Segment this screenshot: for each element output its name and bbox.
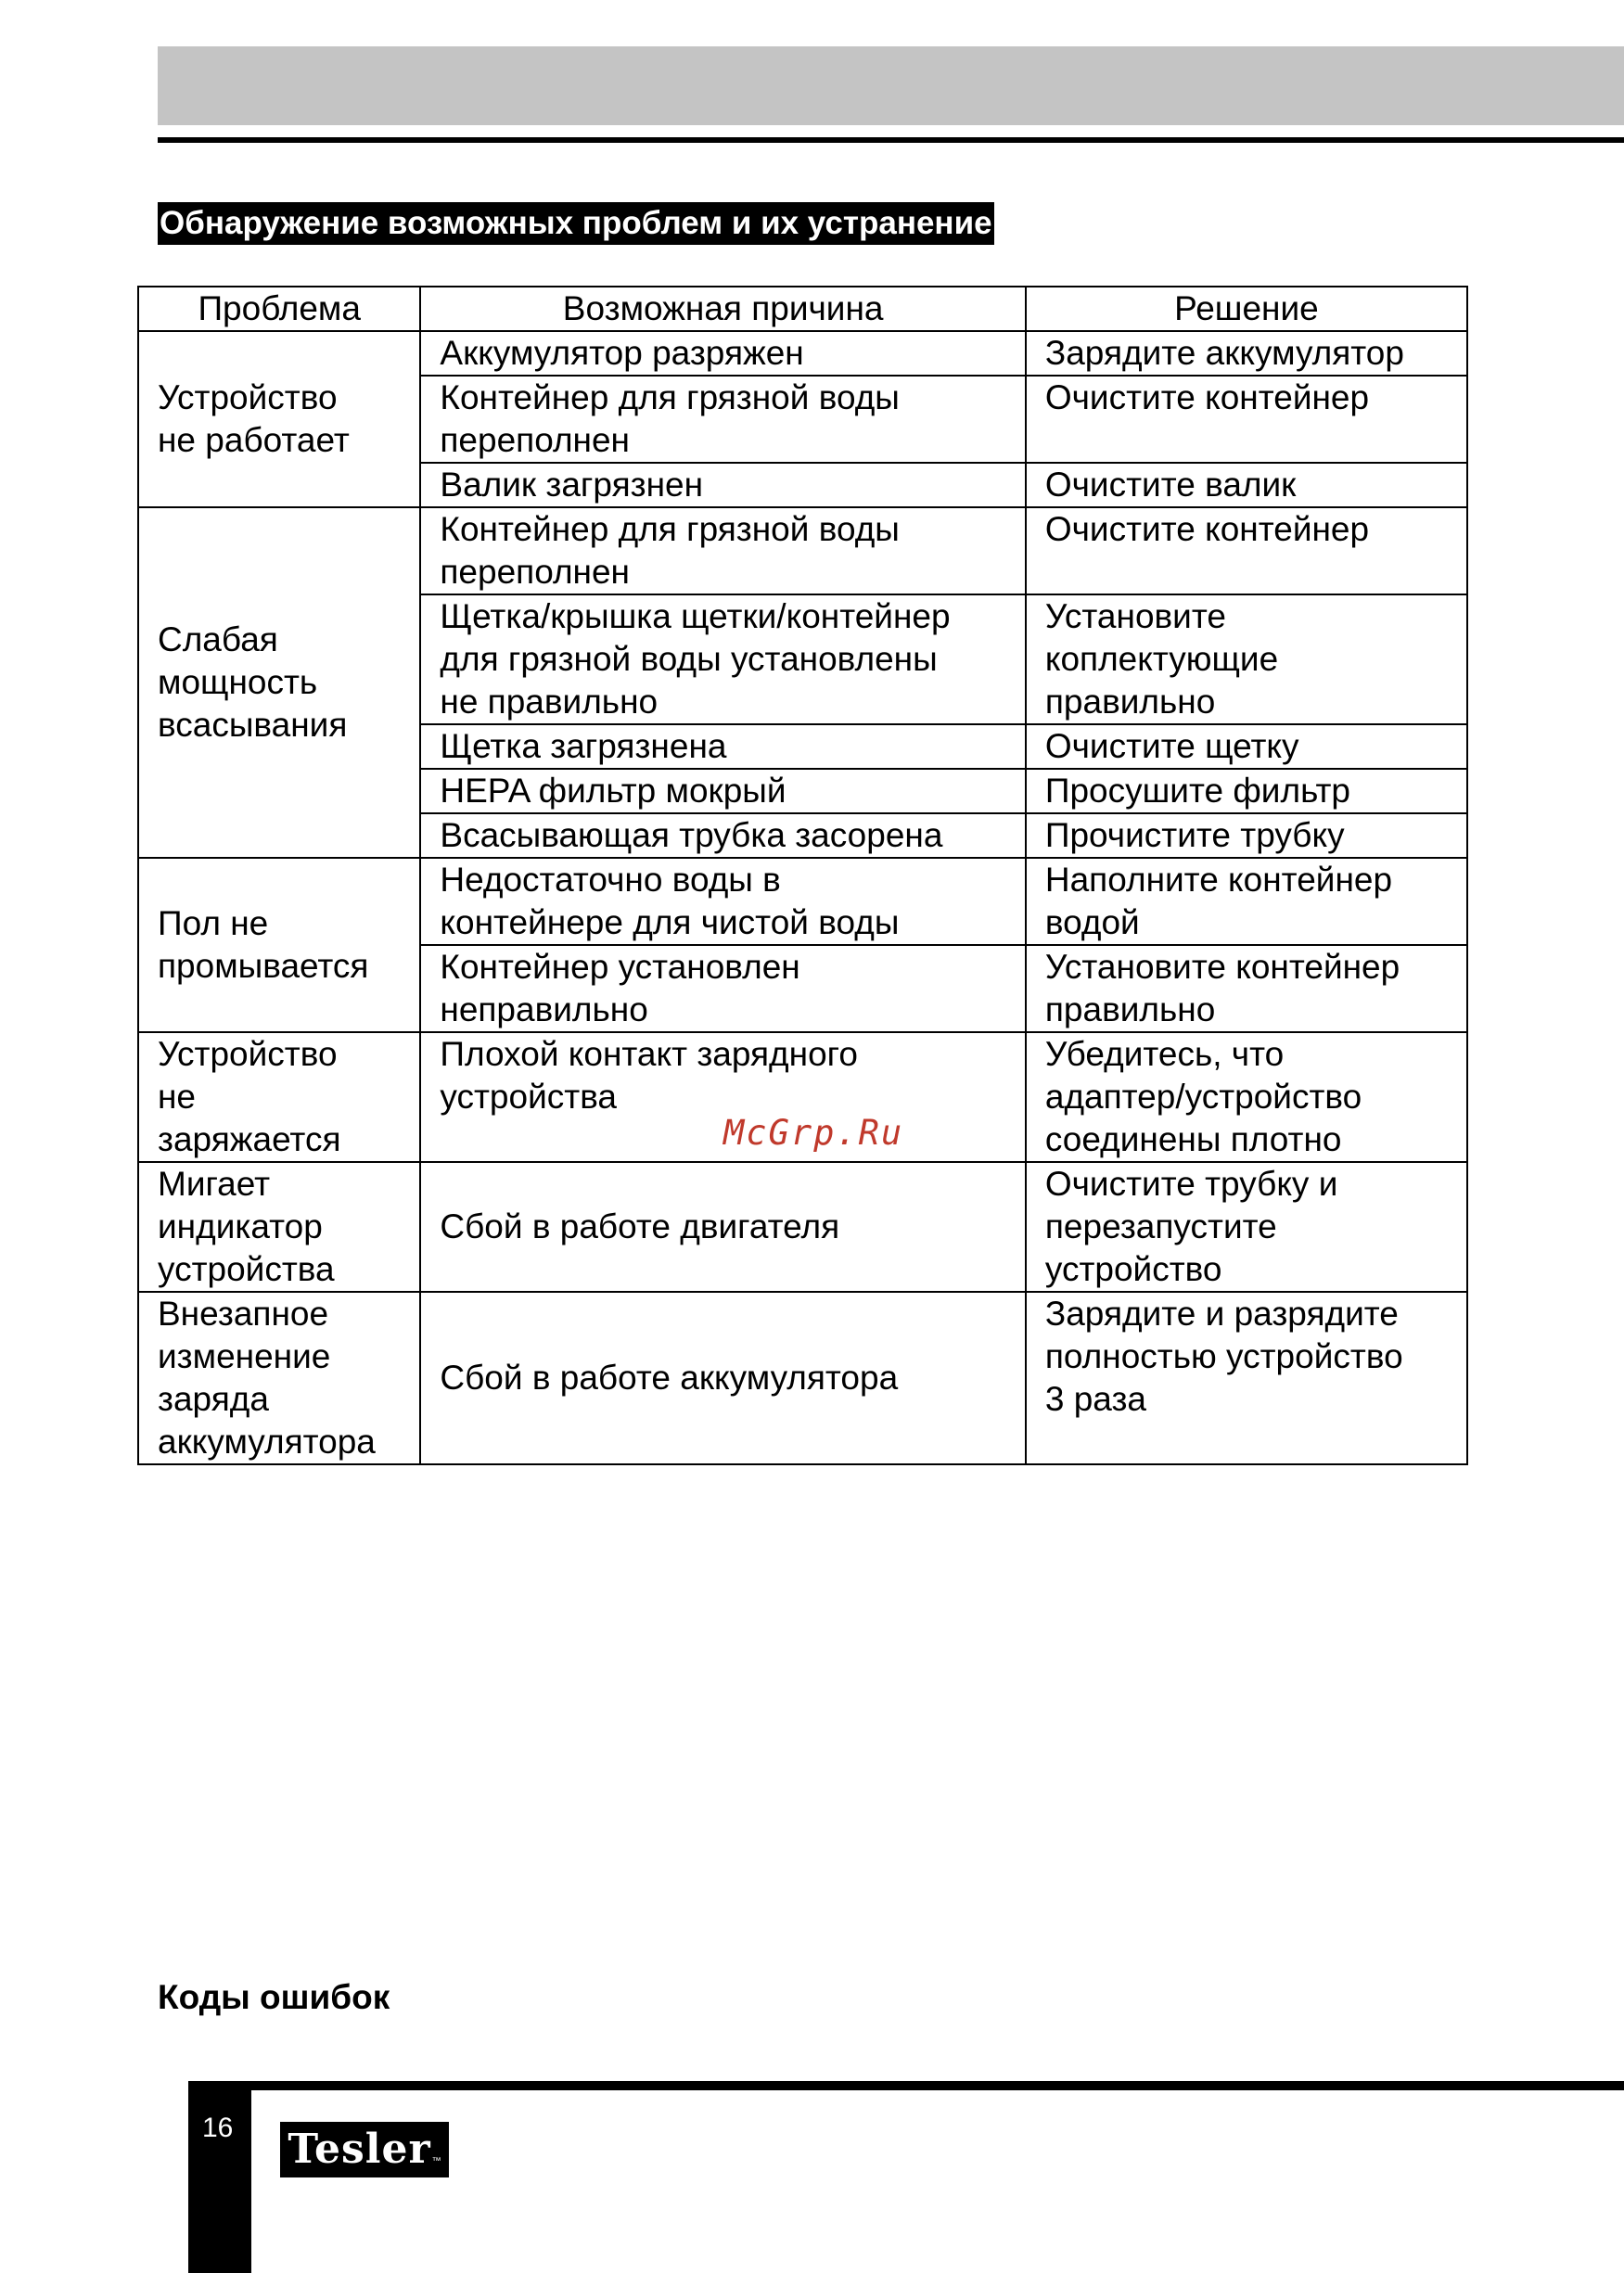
table-row — [138, 331, 1467, 376]
troubleshooting-table — [137, 286, 1468, 1465]
solution-cell: Прочистите трубку — [1026, 813, 1467, 858]
page-number: 16 — [202, 2113, 234, 2143]
header-cause: Возможная причина — [420, 287, 1025, 331]
footer-rule — [188, 2081, 1624, 2090]
header-problem: Проблема — [138, 287, 420, 331]
solution-cell: Очистите трубку и перезапустите устройство — [1026, 1162, 1467, 1292]
watermark: McGrp.Ru — [723, 1113, 904, 1153]
logo-trademark: ™ — [431, 2156, 441, 2166]
problem-cell: Устройство не заряжается — [138, 1032, 420, 1162]
cause-cell: Сбой в работе аккумулятора — [420, 1292, 1025, 1464]
cause-cell: Валик загрязнен — [420, 463, 1025, 507]
cause-cell: Недостаточно воды в контейнере для чистой воды — [420, 858, 1025, 945]
solution-cell: Очистите контейнер — [1026, 376, 1467, 463]
cause-cell: Всасывающая трубка засорена — [420, 813, 1025, 858]
solution-cell: Зарядите аккумулятор — [1026, 331, 1467, 376]
cause-cell: Контейнер для грязной воды переполнен — [420, 376, 1025, 463]
cause-cell: Контейнер установлен неправильно — [420, 945, 1025, 1032]
tesler-logo — [280, 2122, 449, 2177]
cause-cell: Аккумулятор разряжен — [420, 331, 1025, 376]
solution-cell: Зарядите и разрядите полностью устройство 3 раза — [1026, 1292, 1467, 1464]
solution-cell: Наполните контейнер водой — [1026, 858, 1467, 945]
cause-cell: Сбой в работе двигателя — [420, 1162, 1025, 1292]
cause-cell: Щетка загрязнена — [420, 724, 1025, 769]
problem-cell: Устройство не работает — [138, 331, 420, 507]
solution-cell: Установите контейнер правильно — [1026, 945, 1467, 1032]
cause-cell: Контейнер для грязной воды переполнен — [420, 507, 1025, 594]
header-bar — [158, 46, 1624, 125]
logo-text: Tesler — [288, 2126, 431, 2173]
table-row — [138, 507, 1467, 594]
cause-cell: HEPA фильтр мокрый — [420, 769, 1025, 813]
solution-cell: Очистите контейнер — [1026, 507, 1467, 594]
cause-cell: Щетка/крышка щетки/контейнер для грязной воды установлены не правильно — [420, 594, 1025, 724]
section-title: Обнаружение возможных проблем и их устранение — [158, 202, 994, 245]
solution-cell: Просушите фильтр — [1026, 769, 1467, 813]
problem-cell: Внезапное изменение заряда аккумулятора — [138, 1292, 420, 1464]
table-row — [138, 1162, 1467, 1292]
cause-cell: Плохой контакт зарядного устройства — [420, 1032, 1025, 1162]
solution-cell: Убедитесь, что адаптер/устройство соединены плотно — [1026, 1032, 1467, 1162]
problem-cell: Мигает индикатор устройства — [138, 1162, 420, 1292]
error-codes-heading: Коды ошибок — [158, 1978, 390, 2016]
footer-page-block — [188, 2081, 251, 2273]
table-row — [138, 1292, 1467, 1464]
table-row — [138, 858, 1467, 945]
table-body — [138, 331, 1467, 1464]
header-solution: Решение — [1026, 287, 1467, 331]
solution-cell: Установите коплектующие правильно — [1026, 594, 1467, 724]
table-header-row — [138, 287, 1467, 331]
solution-cell: Очистите щетку — [1026, 724, 1467, 769]
header-rule — [158, 137, 1624, 143]
problem-cell: Пол не промывается — [138, 858, 420, 1032]
solution-cell: Очистите валик — [1026, 463, 1467, 507]
problem-cell: Слабая мощность всасывания — [138, 507, 420, 858]
